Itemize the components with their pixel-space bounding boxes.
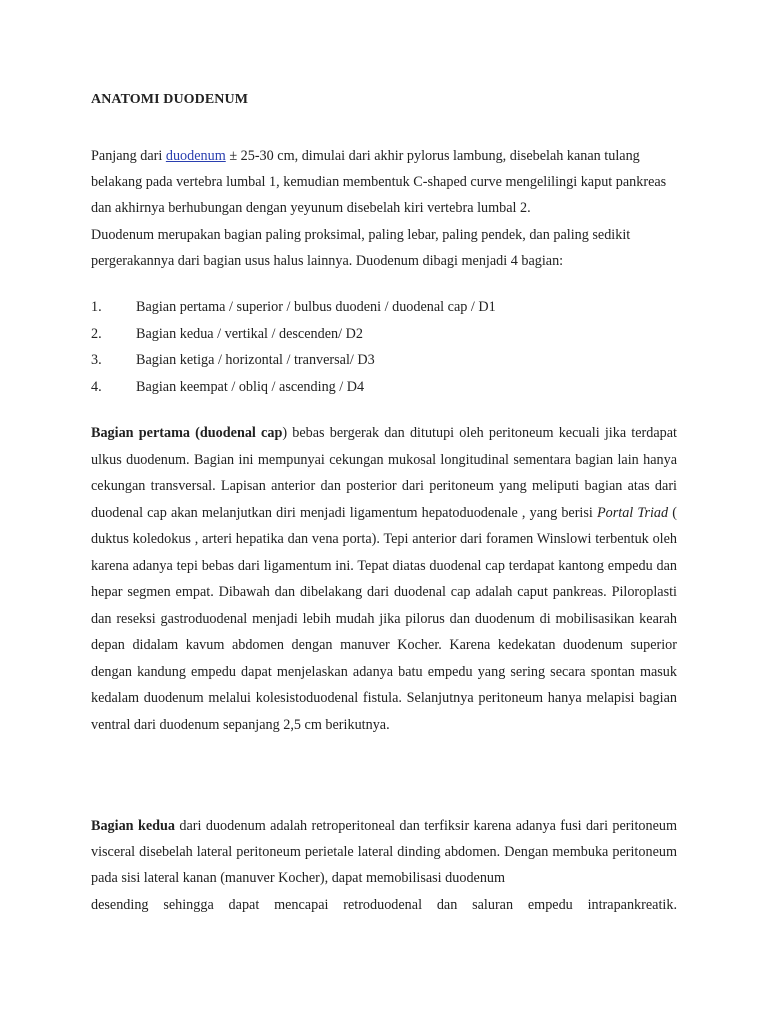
intro-second-sentence: Duodenum merupakan bagian paling proksimal, paling lebar, paling pendek, dan paling sedikit pergerakannya dari bagian usus halus lainnya. Duodenum dibagi menjadi 4 bagian: bbox=[91, 226, 631, 269]
list-text: Bagian keempat / obliq / ascending / D4 bbox=[136, 378, 365, 395]
intro-before-link: Panjang dari bbox=[91, 148, 166, 164]
duodenum-link[interactable]: duodenum bbox=[165, 148, 226, 164]
intro-paragraph bbox=[91, 143, 677, 274]
list-text: Bagian kedua / vertikal / descenden/ D2 bbox=[136, 325, 363, 342]
list-item bbox=[91, 347, 691, 374]
paragraph2-body: dari duodenum adalah retroperitoneal dan terfiksir karena adanya fusi dari peritoneum visceral disebelah lateral peritoneum perietale lateral dinding abdomen. Dengan membuka peritoneum pada sisi lateral kanan (manuver Kocher), dapat memobilisasi duodenum bbox=[91, 818, 677, 887]
paragraph2-lead: Bagian kedua bbox=[91, 818, 176, 834]
document-title: ANATOMI DUODENUM bbox=[91, 92, 249, 107]
list-number: 3. bbox=[91, 352, 102, 368]
list-number: 4. bbox=[91, 378, 102, 395]
list-item bbox=[91, 294, 691, 321]
parts-list bbox=[91, 294, 691, 400]
paragraph1-lead-rest: ) bebas bergerak dan ditutupi oleh peritoneum kecuali jika terdapat ulkus duodenum. Bagian ini mempunyai cekungan mukosal longitudinal sementara bagian lain hanya cekungan transversal. Lapisan anterior dan posterior dari peritoneum yang meliputi bagian atas dari duodenal cap akan melanjutkan diri menjadi ligamentum hepatoduodenale , yang berisi bbox=[91, 425, 677, 521]
paragraph1-lead: Bagian pertama (duodenal cap bbox=[91, 425, 283, 441]
intro-after-link: ± 25-30 cm, dimulai dari akhir pylorus lambung, disebelah kanan tulang belakang pada vertebra lumbal 1, kemudian membentuk C-shaped curve mengelilingi kaput pankreas dan akhirnya berhubungan dengan yeyunum disebelah kiri vertebra lumbal 2. bbox=[91, 148, 667, 217]
intro-text bbox=[91, 143, 677, 222]
paragraph-bagian-kedua bbox=[91, 813, 677, 918]
list-number: 2. bbox=[91, 325, 102, 342]
portal-triad-term: Portal Triad bbox=[596, 504, 669, 521]
list-number: 1. bbox=[91, 299, 102, 315]
list-item bbox=[91, 321, 691, 348]
list-text: Bagian ketiga / horizontal / tranversal/ D3 bbox=[136, 352, 375, 368]
paragraph-bagian-pertama bbox=[91, 420, 677, 739]
paragraph2-last-line: desending sehingga dapat mencapai retroduodenal dan saluran empedu intrapankreatik. bbox=[91, 896, 677, 913]
list-item bbox=[91, 374, 691, 401]
paragraph1-body: ( duktus koledokus , arteri hepatika dan vena porta). Tepi anterior dari foramen Winslowi terbentuk oleh karena adanya tepi bebas dari ligamentum ini. Tepat diatas duodenal cap terdapat kantong empedu dan hepar segmen empat. Dibawah dan dibelakang dari duodenal cap adalah caput pankreas. Piloroplasti dan reseksi gastroduodenal menjadi lebih mudah jika pilorus dan duodenum di mobilisasikan kearah depan didalam kavum abdomen dengan manuver Kocher. Karena kedekatan duodenum superior dengan kandung empedu dapat menjelaskan adanya batu empedu yang sering secara spontan masuk kedalam duodenum melalui kolesistoduodenal fistula. Selanjutnya peritoneum hanya melapisi bagian ventral dari duodenum sepanjang 2,5 cm berikutnya. bbox=[91, 504, 677, 734]
list-text: Bagian pertama / superior / bulbus duodeni / duodenal cap / D1 bbox=[136, 299, 496, 315]
